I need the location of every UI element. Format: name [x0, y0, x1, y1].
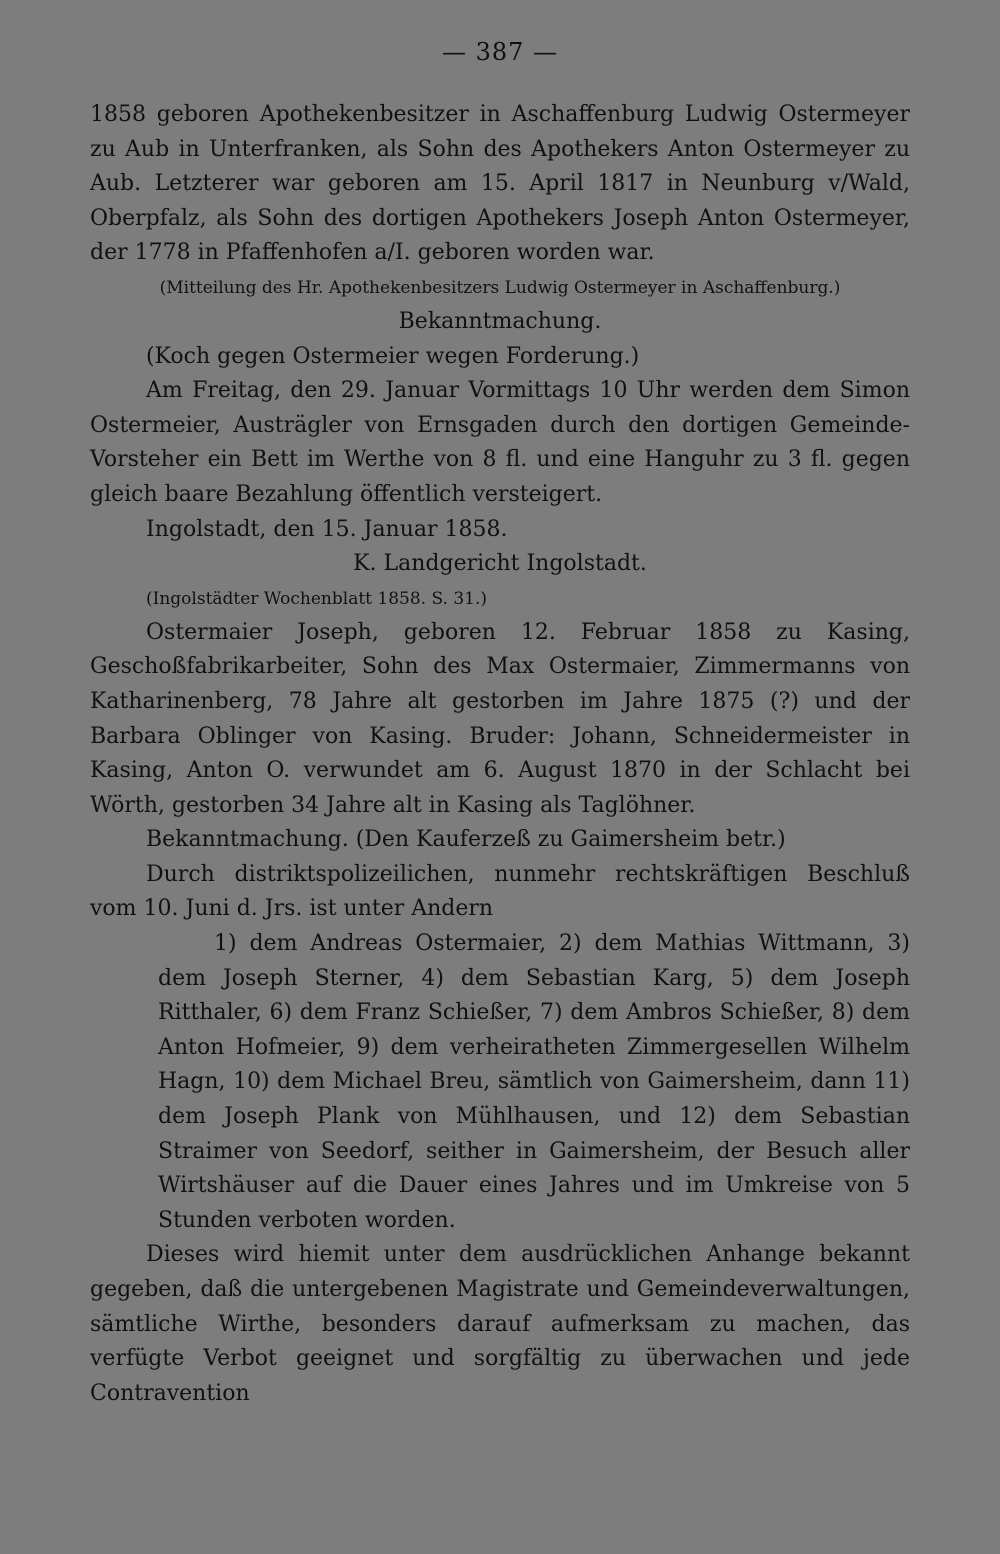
- paragraph-ostermeyer-apotheker: 1858 geboren Apothekenbesitzer in Aschaffenburg Ludwig Ostermeyer zu Aub in Unterfranken, als Sohn des Apothekers Anton Ostermeyer zu Aub. Letzterer war geboren am 15. April 1817 in Neunburg v/Wald, Oberpfalz, als Sohn des dortigen Apothekers Joseph Anton Ostermeyer, der 1778 in Pfaffenhofen a/I. geboren worden war.: [90, 102, 910, 266]
- paragraph-dieses-wird: Dieses wird hiemit unter dem ausdrücklichen Anhange bekannt gegeben, daß die untergebenen Magistrate und Gemeindeverwaltungen, sämtliche Wirthe, besonders darauf aufmerksam zu machen, das verfügte Verbot geeignet und sorgfältig zu überwachen und jede Contravention: [90, 1242, 910, 1406]
- heading-bekanntmachung-2: Bekanntmachung. (Den Kauferzeß zu Gaimersheim betr.): [146, 827, 786, 853]
- heading-bekanntmachung-1: Bekanntmachung.: [398, 308, 602, 334]
- paragraph-beschluss-list: 1) dem Andreas Ostermaier, 2) dem Mathias Wittmann, 3) dem Joseph Sterner, 4) dem Sebastian Karg, 5) dem Joseph Ritthaler, 6) dem Franz Schießer, 7) dem Ambros Schießer, 8) dem Anton Hofmeier, 9) dem verheiratheten Zimmergesellen Wilhelm Hagn, 10) dem Michael Breu, sämtlich von Gaimersheim, dann 11) dem Joseph Plank von Mühlhausen, und 12) dem Sebastian Straimer von Seedorf, seither in Gaimersheim, der Besuch aller Wirtshäuser auf die Dauer eines Jahres und im Umkreise von 5 Stunden verboten worden.: [158, 931, 910, 1233]
- source-note-mitteilung: (Mitteilung des Hr. Apothekenbesitzers Ludwig Ostermeyer in Aschaffenburg.): [159, 277, 841, 298]
- paragraph-versteigerung: Am Freitag, den 29. Januar Vormittags 10 Uhr werden dem Simon Ostermeier, Austrägler von Ernsgaden durch den dortigen Gemeinde-Vorsteher ein Bett im Werthe von 8 fl. und eine Hanguhr zu 3 fl. gegen gleich baare Bezahlung öffentlich versteigert.: [90, 378, 910, 507]
- source-note-wochenblatt: (Ingolstädter Wochenblatt 1858. S. 31.): [146, 588, 487, 609]
- paragraph-beschluss-intro: Durch distriktspolizeilichen, nunmehr rechtskräftigen Beschluß vom 10. Juni d. Jrs. ist unter Andern: [90, 861, 910, 922]
- page-number: — 387 —: [441, 38, 559, 66]
- subheading-koch-gegen-ostermeier: (Koch gegen Ostermeier wegen Forderung.): [146, 343, 640, 369]
- page-body: [90, 98, 910, 1411]
- place-date-ingolstadt: Ingolstadt, den 15. Januar 1858.: [146, 516, 508, 542]
- paragraph-ostermaier-joseph: Ostermaier Joseph, geboren 12. Februar 1858 zu Kasing, Geschoßfabrikarbeiter, Sohn des Max Ostermaier, Zimmermanns von Katharinenberg, 78 Jahre alt gestorben im Jahre 1875 (?) und der Barbara Oblinger von Kasing. Bruder: Johann, Schneidermeister in Kasing, Anton O. verwundet am 6. August 1870 in der Schlacht bei Wörth, gestorben 34 Jahre alt in Kasing als Taglöhner.: [90, 619, 910, 818]
- authority-landgericht: K. Landgericht Ingolstadt.: [353, 551, 647, 577]
